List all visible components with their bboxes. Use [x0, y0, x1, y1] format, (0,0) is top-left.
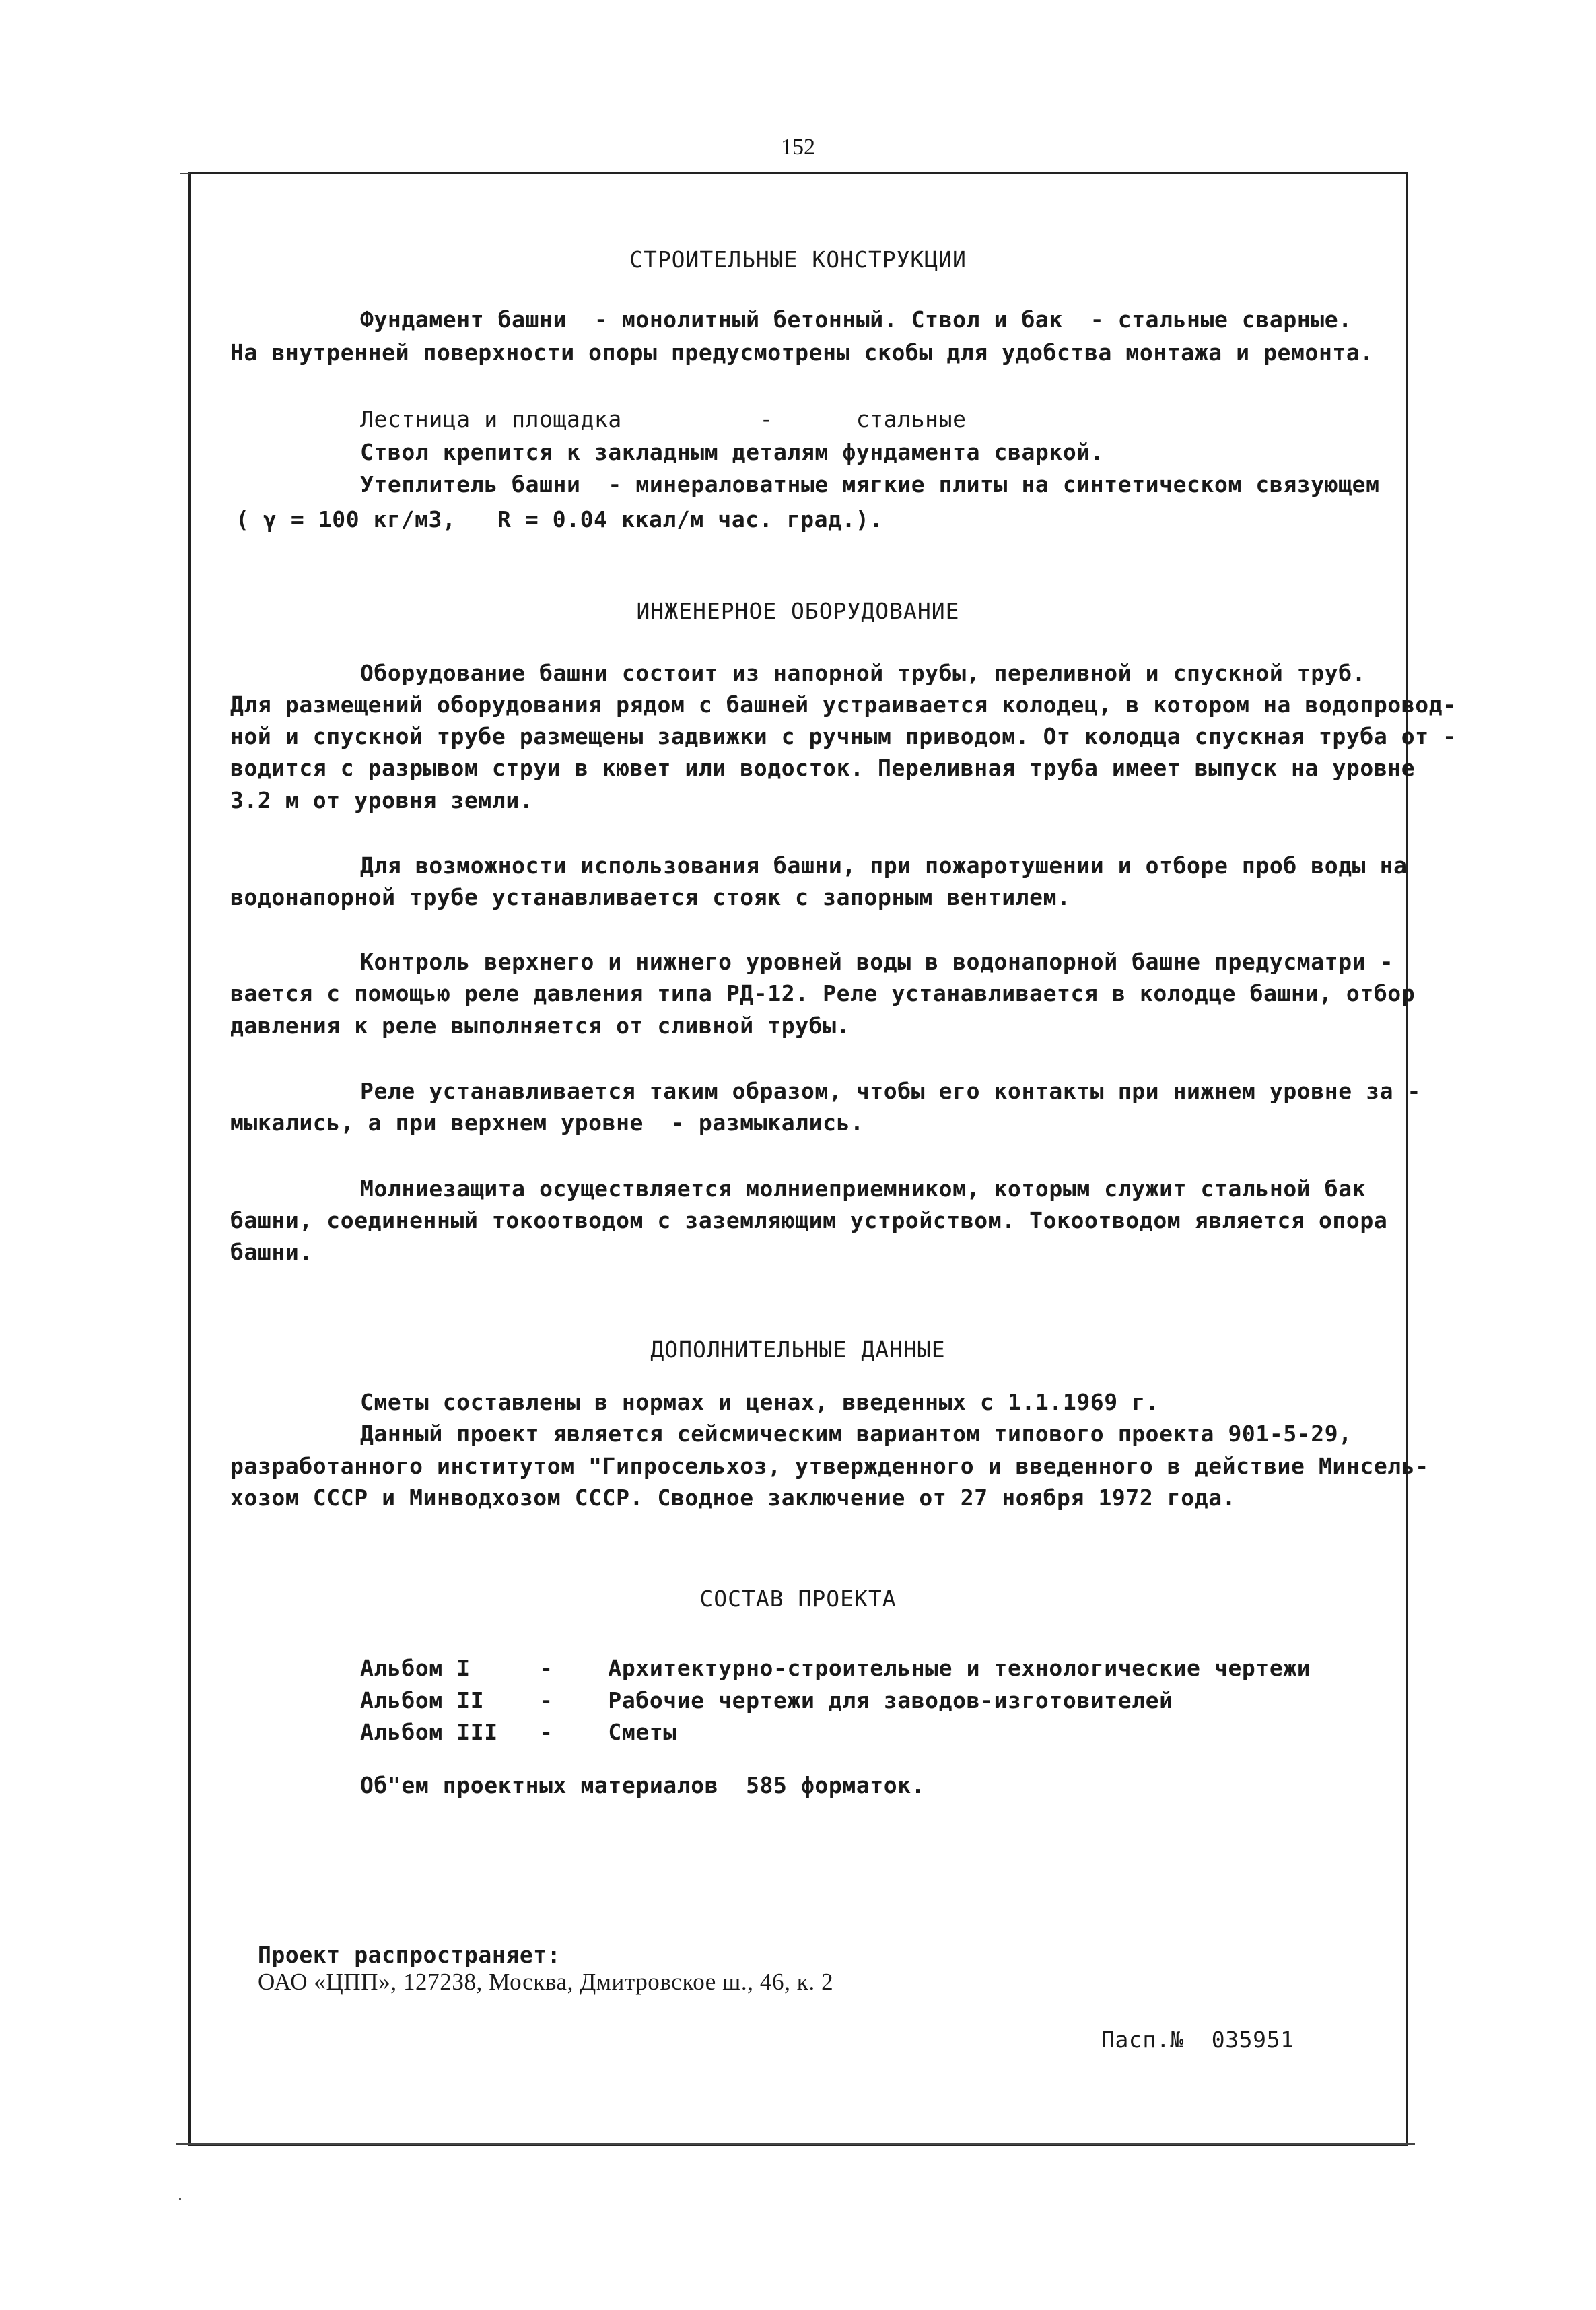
- additional-line-2: Данный проект является сейсмическим вариантом типового проекта 901-5-29,: [360, 1421, 1352, 1447]
- section-title-additional: ДОПОЛНИТЕЛЬНЫЕ ДАННЫЕ: [650, 1336, 946, 1363]
- additional-line-4: хозом СССР и Минводхозом СССР. Сводное заключение от 27 ноября 1972 года.: [230, 1485, 1237, 1511]
- section-title-composition: СОСТАВ ПРОЕКТА: [699, 1586, 897, 1612]
- engineering-line-10: давления к реле выполняется от сливной трубы.: [230, 1013, 851, 1039]
- additional-line-1: Сметы составлены в нормах и ценах, введенных с 1.1.1969 г.: [360, 1389, 1160, 1415]
- engineering-line-7: водонапорной трубе устанавливается стояк с запорным вентилем.: [230, 884, 1071, 910]
- engineering-line-6: Для возможности использования башни, при пожаротушении и отборе проб воды на: [360, 852, 1408, 879]
- frame-top-extension: [180, 173, 190, 174]
- engineering-line-3: ной и спускной трубе размещены задвижки с ручным приводом. От колодца спускная труба от -: [230, 723, 1457, 749]
- engineering-line-1: Оборудование башни состоит из напорной трубы, переливной и спускной труб.: [360, 660, 1366, 686]
- page-frame: [188, 172, 1408, 2146]
- passport-number: Пасп.№ 035951: [1101, 2027, 1294, 2053]
- construction-line-5: Утеплитель башни - минераловатные мягкие плиты на синтетическом связующем: [360, 471, 1380, 498]
- engineering-line-4: водится с разрывом струи в кювет или водосток. Переливная труба имеет выпуск на уровне: [230, 755, 1416, 781]
- engineering-line-5: 3.2 м от уровня земли.: [230, 787, 534, 813]
- distributor-line: [230, 1915, 833, 1996]
- album-2: Альбом II - Рабочие чертежи для заводов-изготовителей: [360, 1687, 1173, 1713]
- album-1: Альбом I - Архитектурно-строительные и технологические чертежи: [360, 1655, 1311, 1681]
- distributor-label: Проект распространяет:: [257, 1942, 561, 1968]
- construction-line-2: На внутренней поверхности опоры предусмотрены скобы для удобства монтажа и ремонта.: [230, 339, 1374, 366]
- engineering-line-9: вается с помощью реле давления типа РД-12. Реле устанавливается в колодце башни, отбор: [230, 980, 1416, 1007]
- engineering-line-11: Реле устанавливается таким образом, чтобы его контакты при нижнем уровне за -: [360, 1078, 1422, 1104]
- section-title-engineering: ИНЖЕНЕРНОЕ ОБОРУДОВАНИЕ: [636, 598, 960, 624]
- engineering-line-15: башни.: [230, 1239, 313, 1265]
- construction-line-6: ( γ = 100 кг/м3, R = 0.04 ккал/м час. град.).: [236, 506, 883, 533]
- engineering-line-13: Молниезащита осуществляется молниеприемником, которым служит стальной бак: [360, 1176, 1366, 1202]
- album-3: Альбом III - Сметы: [360, 1719, 677, 1745]
- engineering-line-2: Для размещений оборудования рядом с башней устраивается колодец, в котором на водопровод-: [230, 691, 1457, 718]
- scan-speck: [179, 2198, 181, 2200]
- page-number: 152: [781, 135, 815, 160]
- frame-bottom-extension: [176, 2143, 1415, 2145]
- project-volume: Об"ем проектных материалов 585 форматок.: [360, 1772, 926, 1798]
- construction-line-3: Лестница и площадка - стальные: [360, 406, 967, 432]
- construction-line-1: Фундамент башни - монолитный бетонный. Ствол и бак - стальные сварные.: [360, 306, 1352, 333]
- engineering-line-8: Контроль верхнего и нижнего уровней воды в водонапорной башне предусматри -: [360, 949, 1394, 975]
- engineering-line-14: башни, соединенный токоотводом с заземляющим устройством. Токоотводом является опора: [230, 1207, 1388, 1233]
- engineering-line-12: мыкались, а при верхнем уровне - размыкались.: [230, 1110, 864, 1136]
- distributor-value: ОАО «ЦПП», 127238, Москва, Дмитровское ш., 46, к. 2: [257, 1969, 834, 1995]
- construction-line-4: Ствол крепится к закладным деталям фундамента сваркой.: [360, 439, 1105, 465]
- additional-line-3: разработанного институтом "Гипросельхоз, утвержденного и введенного в действие Минсель-: [230, 1453, 1429, 1479]
- section-title-construction: СТРОИТЕЛЬНЫЕ КОНСТРУКЦИИ: [629, 246, 967, 273]
